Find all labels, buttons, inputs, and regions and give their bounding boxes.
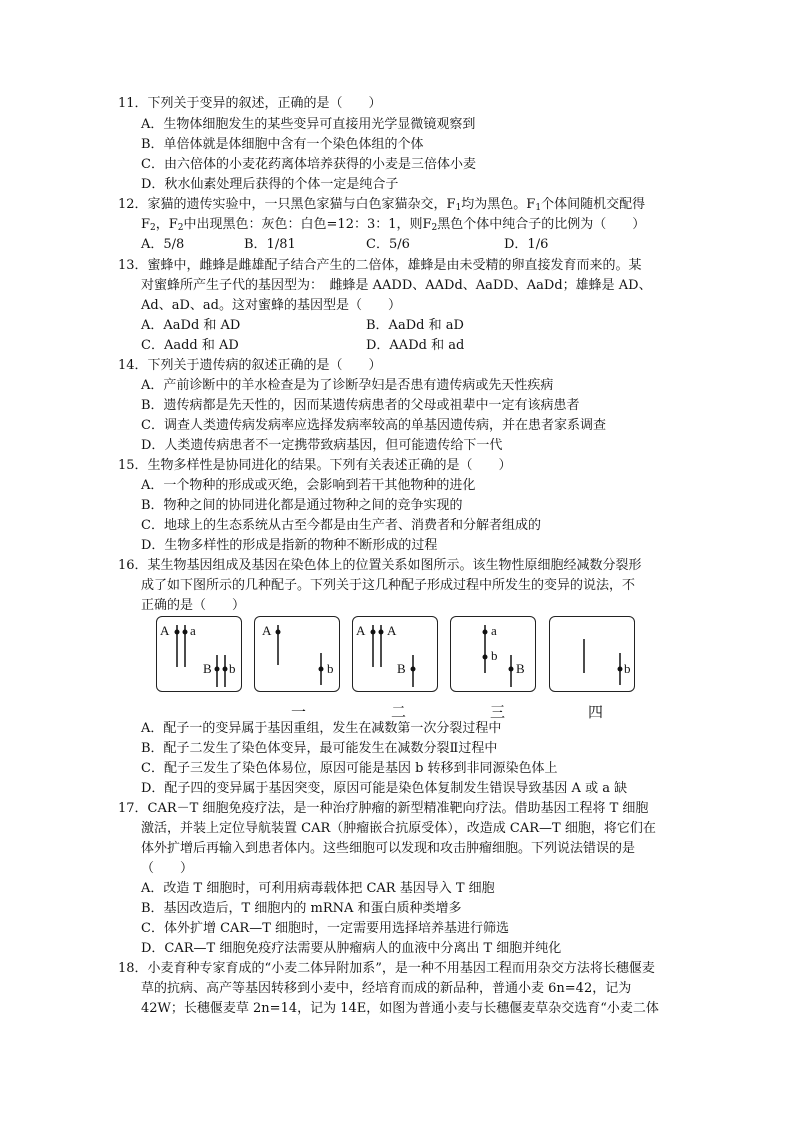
gene-label-A: A — [387, 623, 397, 638]
q18-stem-line3: 42W；长穗偃麦草 2n=14，记为 14E，如图为普通小麦与长穗偃麦草杂交选育“小麦二体 — [141, 1001, 659, 1016]
q11-option-b: B．单倍体就是体细胞中含有一个染色体组的个体 — [141, 137, 424, 152]
figure-gamete-3 — [450, 616, 536, 692]
q17-stem-line1: 17．CAR－T 细胞免疫疗法，是一种治疗肿瘤的新型精准靶向疗法。借助基因工程将 T 细胞 — [118, 801, 649, 816]
q13-option-d: D．AADd 和 ad — [366, 338, 465, 353]
q15-option-a: A．一个物种的形成或灭绝，会影响到若干其他物种的进化 — [141, 478, 476, 493]
q12-stem-line1: 12．家猫的遗传实验中，一只黑色家猫与白色家猫杂交，$F_1$均为黑色。$F_1$个体间随机交配得 — [118, 197, 646, 213]
q11-option-c: C．由六倍体的小麦花药离体培养获得的小麦是三倍体小麦 — [141, 157, 476, 172]
gene-label-A: A — [262, 623, 272, 638]
gene-label-B: B — [516, 661, 525, 676]
q12-option-c: C．5/6 — [366, 237, 410, 252]
gene-label-A: A — [160, 623, 170, 638]
q11-option-d: D．秋水仙素处理后获得的个体一定是纯合子 — [141, 177, 399, 192]
q16-stem-line1: 16．某生物基因组成及基因在染色体上的位置关系如图所示。该生物性原细胞经减数分裂形 — [118, 558, 642, 573]
figure-gamete-4 — [549, 616, 635, 692]
q16-option-b: B．配子二发生了染色体变异，最可能发生在减数分裂Ⅱ过程中 — [141, 741, 498, 756]
q17-option-b: B．基因改造后，T 细胞内的 mRNA 和蛋白质种类增多 — [141, 901, 462, 916]
q14-stem: 14．下列关于遗传病的叙述正确的是（ ） — [118, 358, 382, 373]
figure-original-cell — [156, 616, 242, 692]
chromosome-drawing — [157, 617, 243, 693]
q16-option-d: D．配子四的变异属于基因突变，原因可能是染色体复制发生错误导致基因 A 或 a 缺 — [141, 781, 628, 796]
gene-label-B: B — [397, 661, 406, 676]
chromosome-drawing — [550, 617, 636, 693]
figure-gamete-2 — [352, 616, 438, 692]
q17-stem-line4: （ ） — [141, 861, 194, 876]
gene-label-A: A — [356, 623, 366, 638]
caption-gamete-4: 四 — [588, 703, 604, 721]
q17-option-c: C．体外扩增 CAR—T 细胞时，一定需要用选择培养基进行筛选 — [141, 921, 510, 936]
q12-option-a: A．5/8 — [141, 237, 185, 252]
q11-stem: 11．下列关于变异的叙述，正确的是（ ） — [118, 96, 382, 111]
q13-stem-line1: 13．蜜蜂中，雌蜂是雌雄配子结合产生的二倍体，雄蜂是由未受精的卵直接发育而来的。某 — [118, 258, 642, 273]
gene-label-b: b — [327, 661, 334, 676]
gene-label-b: b — [624, 661, 631, 676]
caption-gamete-3: 三 — [490, 703, 506, 721]
q16-stem-line2: 成了如下图所示的几种配子。下列关于这几种配子形成过程中所发生的变异的说法，不 — [141, 578, 636, 593]
q18-stem-line1: 18．小麦育种专家育成的“小麦二体异附加系”，是一种不用基因工程而用杂交方法将长穗偃麦 — [118, 961, 655, 976]
q17-stem-line2: 激活，并装上定位导航装置 CAR（肿瘤嵌合抗原受体），改造成 CAR—T 细胞，将它们在 — [141, 821, 656, 836]
q18-stem-line2: 草的抗病、高产等基因转移到小麦中，经培育而成的新品种，普通小麦 6n=42，记为 — [141, 981, 632, 996]
caption-gamete-1: 一 — [291, 703, 307, 721]
q15-option-c: C．地球上的生态系统从古至今都是由生产者、消费者和分解者组成的 — [141, 518, 541, 533]
q11-option-a: A．生物体细胞发生的某些变异可直接用光学显微镜观察到 — [141, 117, 476, 132]
q14-option-a: A．产前诊断中的羊水检查是为了诊断孕妇是否患有遗传病或先天性疾病 — [141, 378, 554, 393]
q13-option-b: B．AaDd 和 aD — [366, 318, 464, 333]
gene-label-B: B — [203, 661, 212, 676]
q16-stem-line3: 正确的是（ ） — [141, 598, 246, 613]
q15-option-d: D．生物多样性的形成是指新的物种不断形成的过程 — [141, 538, 438, 553]
q13-stem-line2: 对蜜蜂所产生子代的基因型为： 雌蜂是 AADD、AADd、AaDD、AaDd；雄蜂是 AD、 — [141, 278, 652, 293]
q13-stem-line3: Ad、aD、ad。这对蜜蜂的基因型是（ ） — [141, 298, 401, 313]
q17-option-d: D．CAR—T 细胞免疫疗法需要从肿瘤病人的血液中分离出 T 细胞并纯化 — [141, 941, 562, 956]
q16-option-c: C．配子三发生了染色体易位，原因可能是基因 b 转移到非同源染色体上 — [141, 761, 558, 776]
q15-stem: 15．生物多样性是协同进化的结果。下列有关表述正确的是（ ） — [118, 458, 512, 473]
gene-label-a: a — [190, 623, 196, 638]
figure-gamete-1 — [254, 616, 340, 692]
q17-stem-line3: 体外扩增后再输入到患者体内。这些细胞可以发现和攻击肿瘤细胞。下列说法错误的是 — [141, 841, 636, 856]
gene-label-a: a — [491, 623, 497, 638]
q13-option-a: A．AaDd 和 AD — [141, 318, 241, 333]
caption-gamete-2: 二 — [391, 703, 407, 721]
q14-option-c: C．调查人类遗传病发病率应选择发病率较高的单基因遗传病，并在患者家系调查 — [141, 418, 606, 433]
q14-option-d: D．人类遗传病患者不一定携带致病基因，但可能遗传给下一代 — [141, 438, 503, 453]
q16-option-a: A．配子一的变异属于基因重组，发生在减数第一次分裂过程中 — [141, 721, 502, 736]
gene-label-b: b — [491, 648, 498, 663]
q13-option-c: C．Aadd 和 AD — [141, 338, 239, 353]
q17-option-a: A．改造 T 细胞时，可利用病毒载体把 CAR 基因导入 T 细胞 — [141, 881, 495, 896]
q12-option-d: D．1/6 — [504, 237, 549, 252]
q12-option-b: B．1/81 — [244, 237, 296, 252]
gene-label-b: b — [229, 661, 236, 676]
q15-option-b: B．物种之间的协同进化都是通过物种之间的竞争实现的 — [141, 498, 463, 513]
q12-stem-line2: $F_2$，$F_2$中出现黑色：灰色：白色=12：3：1，则$F_2$黑色个体中纯合子的比例为（ ） — [141, 217, 646, 233]
q14-option-b: B．遗传病都是先天性的，因而某遗传病患者的父母或祖辈中一定有该病患者 — [141, 398, 580, 413]
